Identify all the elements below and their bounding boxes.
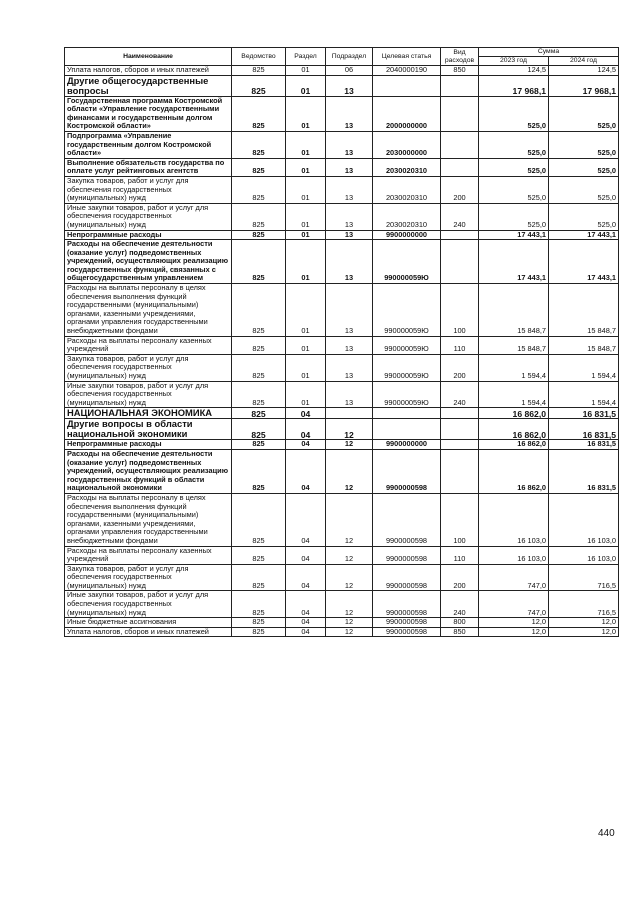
row-sum-2024: 16 831,5 [549, 449, 619, 493]
row-sum-2024: 1 594,4 [549, 381, 619, 408]
row-razdel: 01 [286, 240, 326, 284]
row-sum-2024: 17 443,1 [549, 240, 619, 284]
row-sum-2023: 1 594,4 [479, 354, 549, 381]
row-podrazdel: 12 [326, 440, 373, 450]
row-vedomstvo: 825 [232, 158, 286, 176]
row-sum-2024: 525,0 [549, 96, 619, 131]
row-statya: 2030020310 [373, 203, 441, 230]
row-sum-2023: 124,5 [479, 66, 549, 76]
row-name: Государственная программа Костромской области «Управление государственными финансами и государственным долгом Костромской области» [65, 96, 232, 131]
table-row [65, 449, 619, 493]
row-vedomstvo: 825 [232, 440, 286, 450]
row-statya: 990000059Ю [373, 354, 441, 381]
row-vedomstvo: 825 [232, 493, 286, 546]
row-vedomstvo: 825 [232, 203, 286, 230]
row-razdel: 04 [286, 591, 326, 618]
row-vedomstvo: 825 [232, 381, 286, 408]
header-vid: Вид расходов [441, 48, 479, 66]
table-row [65, 75, 619, 96]
row-razdel: 04 [286, 618, 326, 628]
row-sum-2023: 16 103,0 [479, 546, 549, 564]
table-row [65, 176, 619, 203]
row-sum-2023: 15 848,7 [479, 336, 549, 354]
row-podrazdel: 12 [326, 546, 373, 564]
row-vid: 200 [441, 564, 479, 591]
row-name: Другие вопросы в области национальной экономики [65, 419, 232, 440]
row-podrazdel: 12 [326, 564, 373, 591]
row-podrazdel: 13 [326, 240, 373, 284]
row-vid [441, 440, 479, 450]
row-vedomstvo: 825 [232, 354, 286, 381]
row-razdel: 04 [286, 493, 326, 546]
row-podrazdel: 13 [326, 381, 373, 408]
row-razdel: 01 [286, 158, 326, 176]
row-sum-2024: 12,0 [549, 618, 619, 628]
row-razdel: 01 [286, 203, 326, 230]
row-sum-2024: 716,5 [549, 564, 619, 591]
row-name: Другие общегосударственные вопросы [65, 75, 232, 96]
row-sum-2023: 525,0 [479, 158, 549, 176]
row-razdel: 01 [286, 75, 326, 96]
row-vedomstvo: 825 [232, 408, 286, 419]
row-vedomstvo: 825 [232, 449, 286, 493]
row-sum-2023: 16 862,0 [479, 440, 549, 450]
header-razdel: Раздел [286, 48, 326, 66]
row-vid: 100 [441, 284, 479, 337]
header-vedomstvo: Ведомство [232, 48, 286, 66]
row-statya: 2040000190 [373, 66, 441, 76]
header-summa: Сумма [479, 48, 619, 57]
row-vid: 110 [441, 336, 479, 354]
row-sum-2024: 525,0 [549, 203, 619, 230]
row-vid: 240 [441, 591, 479, 618]
table-row [65, 284, 619, 337]
row-vedomstvo: 825 [232, 96, 286, 131]
row-razdel: 01 [286, 354, 326, 381]
row-name: Непрограммные расходы [65, 230, 232, 240]
row-name: Уплата налогов, сборов и иных платежей [65, 66, 232, 76]
row-statya: 990000059Ю [373, 336, 441, 354]
page-number: 440 [598, 828, 615, 839]
row-name: НАЦИОНАЛЬНАЯ ЭКОНОМИКА [65, 408, 232, 419]
row-razdel: 04 [286, 419, 326, 440]
row-vedomstvo: 825 [232, 591, 286, 618]
row-statya: 2000000000 [373, 96, 441, 131]
row-sum-2024: 525,0 [549, 131, 619, 158]
row-razdel: 01 [286, 66, 326, 76]
row-podrazdel: 13 [326, 75, 373, 96]
row-statya: 9900000598 [373, 564, 441, 591]
row-podrazdel: 13 [326, 158, 373, 176]
row-podrazdel: 13 [326, 203, 373, 230]
row-vedomstvo: 825 [232, 546, 286, 564]
row-sum-2023: 16 862,0 [479, 419, 549, 440]
row-podrazdel: 12 [326, 493, 373, 546]
table-row [65, 591, 619, 618]
row-podrazdel: 12 [326, 419, 373, 440]
row-podrazdel: 12 [326, 627, 373, 637]
row-vid: 240 [441, 203, 479, 230]
row-podrazdel: 13 [326, 336, 373, 354]
row-razdel: 04 [286, 449, 326, 493]
row-podrazdel: 13 [326, 354, 373, 381]
row-podrazdel: 13 [326, 131, 373, 158]
row-sum-2024: 16 831,5 [549, 408, 619, 419]
row-razdel: 01 [286, 176, 326, 203]
table-body [65, 66, 619, 637]
row-vedomstvo: 825 [232, 618, 286, 628]
row-vedomstvo: 825 [232, 230, 286, 240]
row-statya: 9900000000 [373, 440, 441, 450]
table-row [65, 493, 619, 546]
header-statya: Целевая статья [373, 48, 441, 66]
row-sum-2024: 15 848,7 [549, 336, 619, 354]
row-vid [441, 96, 479, 131]
row-podrazdel: 13 [326, 96, 373, 131]
table-row [65, 240, 619, 284]
row-sum-2024: 525,0 [549, 158, 619, 176]
row-statya: 9900000598 [373, 449, 441, 493]
row-name: Иные закупки товаров, работ и услуг для обеспечения государственных (муниципальных) нужд [65, 381, 232, 408]
row-statya [373, 75, 441, 96]
row-vedomstvo: 825 [232, 627, 286, 637]
row-vedomstvo: 825 [232, 75, 286, 96]
row-podrazdel: 12 [326, 618, 373, 628]
table-row [65, 419, 619, 440]
row-statya: 9900000598 [373, 618, 441, 628]
row-razdel: 04 [286, 627, 326, 637]
row-sum-2023: 747,0 [479, 564, 549, 591]
row-name: Непрограммные расходы [65, 440, 232, 450]
row-razdel: 04 [286, 440, 326, 450]
budget-table [64, 47, 619, 637]
row-razdel: 01 [286, 131, 326, 158]
row-name: Закупка товаров, работ и услуг для обеспечения государственных (муниципальных) нужд [65, 354, 232, 381]
row-vid: 200 [441, 176, 479, 203]
row-sum-2023: 525,0 [479, 96, 549, 131]
row-name: Выполнение обязательств государства по оплате услуг рейтинговых агентств [65, 158, 232, 176]
row-podrazdel: 06 [326, 66, 373, 76]
row-vid: 110 [441, 546, 479, 564]
row-sum-2023: 525,0 [479, 176, 549, 203]
row-statya: 2030020310 [373, 176, 441, 203]
table-row [65, 618, 619, 628]
row-name: Закупка товаров, работ и услуг для обеспечения государственных (муниципальных) нужд [65, 564, 232, 591]
row-sum-2024: 525,0 [549, 176, 619, 203]
row-vedomstvo: 825 [232, 336, 286, 354]
row-vedomstvo: 825 [232, 66, 286, 76]
row-statya: 990000059Ю [373, 284, 441, 337]
header-podrazdel: Подраздел [326, 48, 373, 66]
row-razdel: 04 [286, 564, 326, 591]
table-row [65, 408, 619, 419]
header-2023: 2023 год [479, 57, 549, 66]
row-sum-2023: 747,0 [479, 591, 549, 618]
row-sum-2024: 124,5 [549, 66, 619, 76]
row-sum-2023: 16 862,0 [479, 408, 549, 419]
row-sum-2024: 12,0 [549, 627, 619, 637]
row-vid: 800 [441, 618, 479, 628]
row-sum-2023: 17 968,1 [479, 75, 549, 96]
table-row [65, 381, 619, 408]
row-statya: 9900000000 [373, 230, 441, 240]
row-vedomstvo: 825 [232, 419, 286, 440]
table-row [65, 440, 619, 450]
row-name: Закупка товаров, работ и услуг для обеспечения государственных (муниципальных) нужд [65, 176, 232, 203]
row-name: Расходы на выплаты персоналу в целях обеспечения выполнения функций государственными (муниципальными) органами, казенными учреждениями, органами управления государственными внебюджетными фондами [65, 284, 232, 337]
row-sum-2024: 17 443,1 [549, 230, 619, 240]
row-vid [441, 75, 479, 96]
row-vid [441, 230, 479, 240]
row-sum-2024: 16 103,0 [549, 546, 619, 564]
row-name: Расходы на выплаты персоналу казенных учреждений [65, 336, 232, 354]
table-row [65, 158, 619, 176]
table-row [65, 546, 619, 564]
row-sum-2024: 1 594,4 [549, 354, 619, 381]
header-row-1 [65, 48, 619, 57]
row-vedomstvo: 825 [232, 176, 286, 203]
row-statya: 9900000598 [373, 493, 441, 546]
row-vid: 850 [441, 66, 479, 76]
row-vid: 200 [441, 354, 479, 381]
row-vid: 100 [441, 493, 479, 546]
row-name: Иные бюджетные ассигнования [65, 618, 232, 628]
row-name: Иные закупки товаров, работ и услуг для обеспечения государственных (муниципальных) нужд [65, 203, 232, 230]
table-row [65, 203, 619, 230]
row-podrazdel: 12 [326, 591, 373, 618]
row-sum-2023: 525,0 [479, 131, 549, 158]
header-name: Наименование [65, 48, 232, 66]
row-vid [441, 158, 479, 176]
row-sum-2023: 12,0 [479, 618, 549, 628]
row-sum-2024: 15 848,7 [549, 284, 619, 337]
row-statya [373, 419, 441, 440]
row-podrazdel: 13 [326, 230, 373, 240]
row-sum-2024: 16 103,0 [549, 493, 619, 546]
row-sum-2023: 12,0 [479, 627, 549, 637]
row-podrazdel: 13 [326, 176, 373, 203]
row-razdel: 01 [286, 230, 326, 240]
row-vedomstvo: 825 [232, 131, 286, 158]
row-statya: 9900000598 [373, 627, 441, 637]
row-sum-2023: 17 443,1 [479, 240, 549, 284]
row-statya: 990000059Ю [373, 381, 441, 408]
table-row [65, 66, 619, 76]
row-statya: 9900000598 [373, 546, 441, 564]
row-razdel: 01 [286, 336, 326, 354]
row-name: Расходы на выплаты персоналу в целях обеспечения выполнения функций государственными (муниципальными) органами, казенными учреждениями, органами управления государственными внебюджетными фондами [65, 493, 232, 546]
row-name: Расходы на обеспечение деятельности (оказание услуг) подведомственных учреждений, осуществляющих реализацию государственных функций, связанных с общегосударственным управлением [65, 240, 232, 284]
row-sum-2023: 16 103,0 [479, 493, 549, 546]
row-sum-2024: 16 831,5 [549, 419, 619, 440]
row-statya: 990000059Ю [373, 240, 441, 284]
row-name: Расходы на выплаты персоналу казенных учреждений [65, 546, 232, 564]
row-razdel: 01 [286, 284, 326, 337]
table-row [65, 336, 619, 354]
row-vedomstvo: 825 [232, 240, 286, 284]
row-sum-2023: 15 848,7 [479, 284, 549, 337]
row-sum-2024: 17 968,1 [549, 75, 619, 96]
table-row [65, 354, 619, 381]
row-statya: 2030020310 [373, 158, 441, 176]
row-podrazdel [326, 408, 373, 419]
table-row [65, 230, 619, 240]
row-name: Иные закупки товаров, работ и услуг для обеспечения государственных (муниципальных) нужд [65, 591, 232, 618]
row-razdel: 01 [286, 96, 326, 131]
row-name: Расходы на обеспечение деятельности (оказание услуг) подведомственных учреждений, осуществляющих реализацию государственных функций в области национальной экономики [65, 449, 232, 493]
row-sum-2023: 16 862,0 [479, 449, 549, 493]
row-razdel: 04 [286, 546, 326, 564]
row-sum-2024: 716,5 [549, 591, 619, 618]
row-statya: 2030000000 [373, 131, 441, 158]
row-sum-2023: 525,0 [479, 203, 549, 230]
table-row [65, 564, 619, 591]
row-podrazdel: 13 [326, 284, 373, 337]
row-vid [441, 240, 479, 284]
row-vid [441, 419, 479, 440]
row-vid [441, 408, 479, 419]
row-razdel: 04 [286, 408, 326, 419]
table-row [65, 627, 619, 637]
table-row [65, 131, 619, 158]
row-vid [441, 449, 479, 493]
row-vedomstvo: 825 [232, 284, 286, 337]
row-sum-2023: 17 443,1 [479, 230, 549, 240]
row-vedomstvo: 825 [232, 564, 286, 591]
row-vid: 850 [441, 627, 479, 637]
header-2024: 2024 год [549, 57, 619, 66]
row-sum-2023: 1 594,4 [479, 381, 549, 408]
row-razdel: 01 [286, 381, 326, 408]
row-sum-2024: 16 831,5 [549, 440, 619, 450]
row-statya: 9900000598 [373, 591, 441, 618]
row-vid [441, 131, 479, 158]
row-name: Уплата налогов, сборов и иных платежей [65, 627, 232, 637]
row-name: Подпрограмма «Управление государственным долгом Костромской области» [65, 131, 232, 158]
table-row [65, 96, 619, 131]
row-podrazdel: 12 [326, 449, 373, 493]
row-vid: 240 [441, 381, 479, 408]
row-statya [373, 408, 441, 419]
